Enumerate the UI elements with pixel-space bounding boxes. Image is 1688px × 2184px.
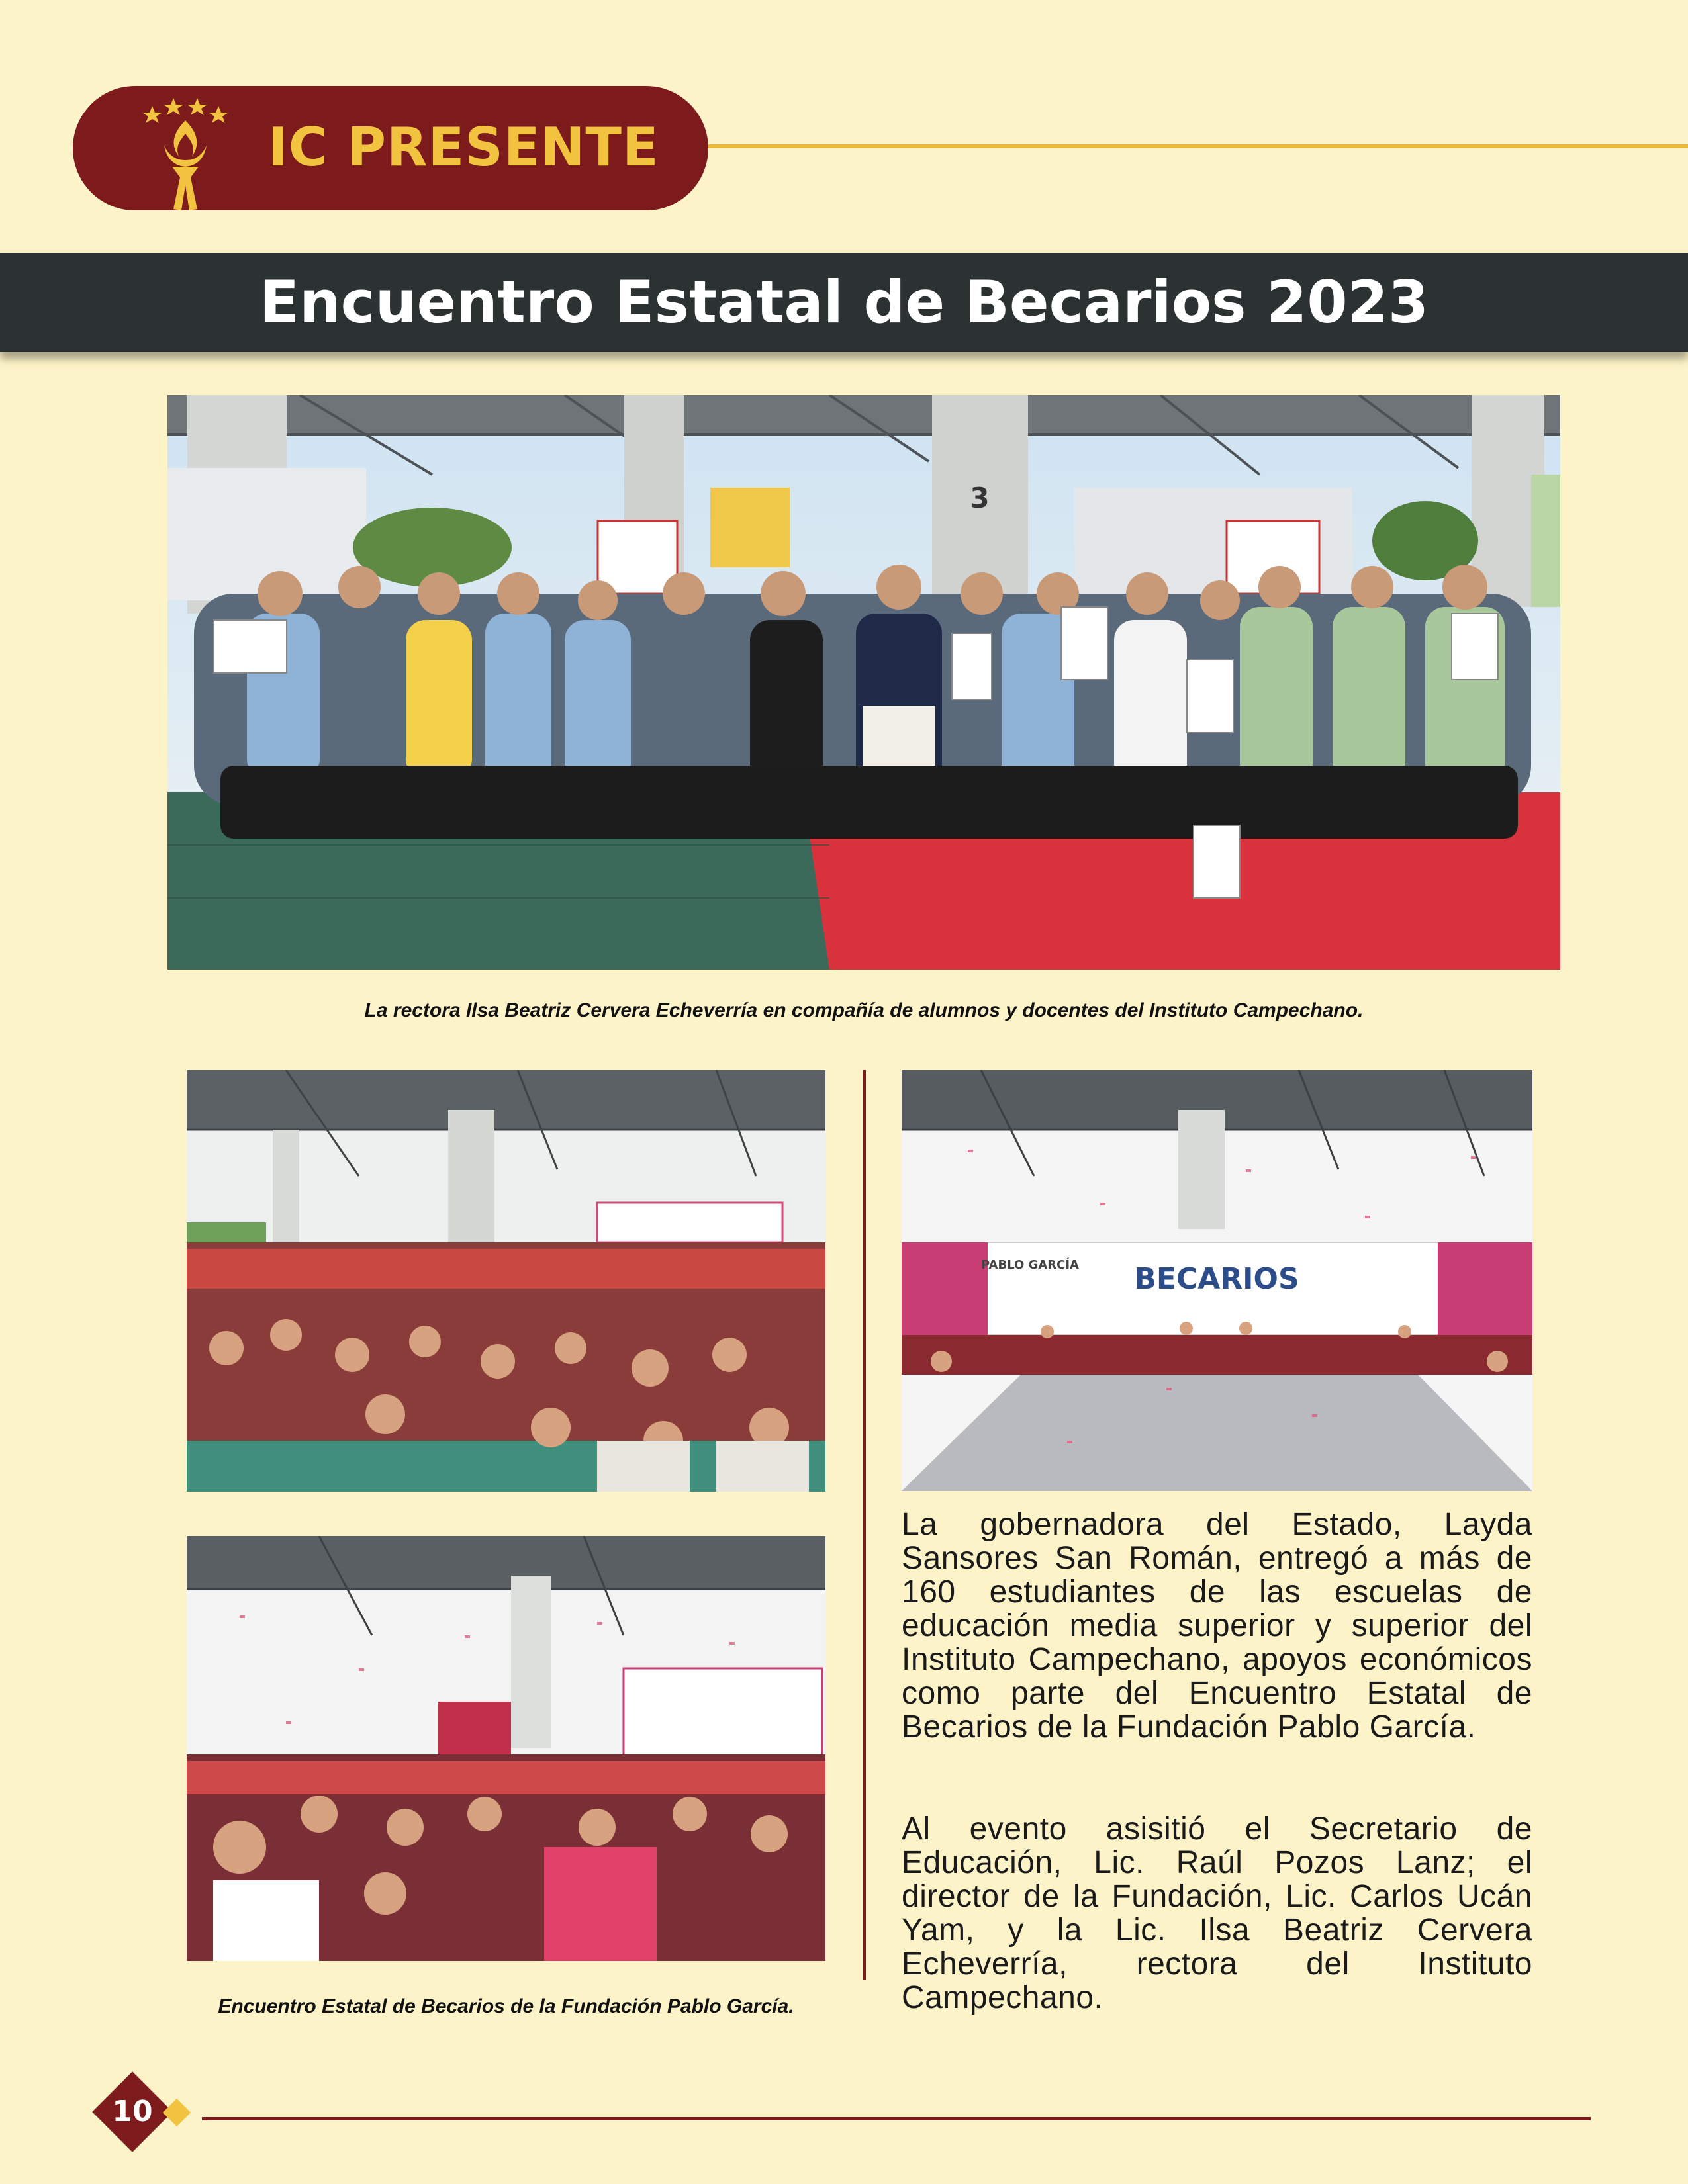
- title-band: [0, 253, 1688, 352]
- column-divider: [863, 1070, 866, 1980]
- main-photo-caption: La rectora Ilsa Beatriz Cervera Echeverría en compañía de alumnos y docentes del Instituto Campechano.: [364, 999, 1364, 1021]
- column-number-label: 3: [970, 482, 990, 514]
- audience-photo: [187, 1070, 825, 1492]
- stage-photo: [902, 1070, 1532, 1491]
- banner-name-text: PABLO GARCÍA: [981, 1258, 1079, 1272]
- article-paragraph-1: La gobernadora del Estado, Layda Sansores San Román, entregó a más de 160 estudiantes de las escuelas de educación media superior y superior del Instituto Campechano, apoyos económicos como parte del Encuentro Estatal de Becarios de la Fundación Pablo García.: [902, 1507, 1532, 1745]
- gold-diamond-ornament: [163, 2099, 191, 2126]
- torch-with-stars-icon: [132, 93, 238, 212]
- banner-title-text: BECARIOS: [1134, 1262, 1299, 1296]
- section-title: IC PRESENTE: [268, 116, 659, 178]
- footer-rule: [202, 2117, 1591, 2120]
- confetti-audience-photo: [187, 1536, 825, 1961]
- header-rule: [708, 144, 1688, 148]
- article-paragraph-2: Al evento asisitió el Secretario de Educación, Lic. Raúl Pozos Lanz; el director de la Fundación, Lic. Carlos Ucán Yam, y la Lic. Ilsa Beatriz Cervera Echeverría, rectora del Instituto Campechano.: [902, 1811, 1532, 2015]
- bottom-photos-caption: Encuentro Estatal de Becarios de la Fundación Pablo García.: [218, 1995, 794, 2017]
- article-title: Encuentro Estatal de Becarios 2023: [259, 268, 1429, 336]
- page-number: 10: [112, 2095, 153, 2128]
- group-photo: [167, 395, 1560, 970]
